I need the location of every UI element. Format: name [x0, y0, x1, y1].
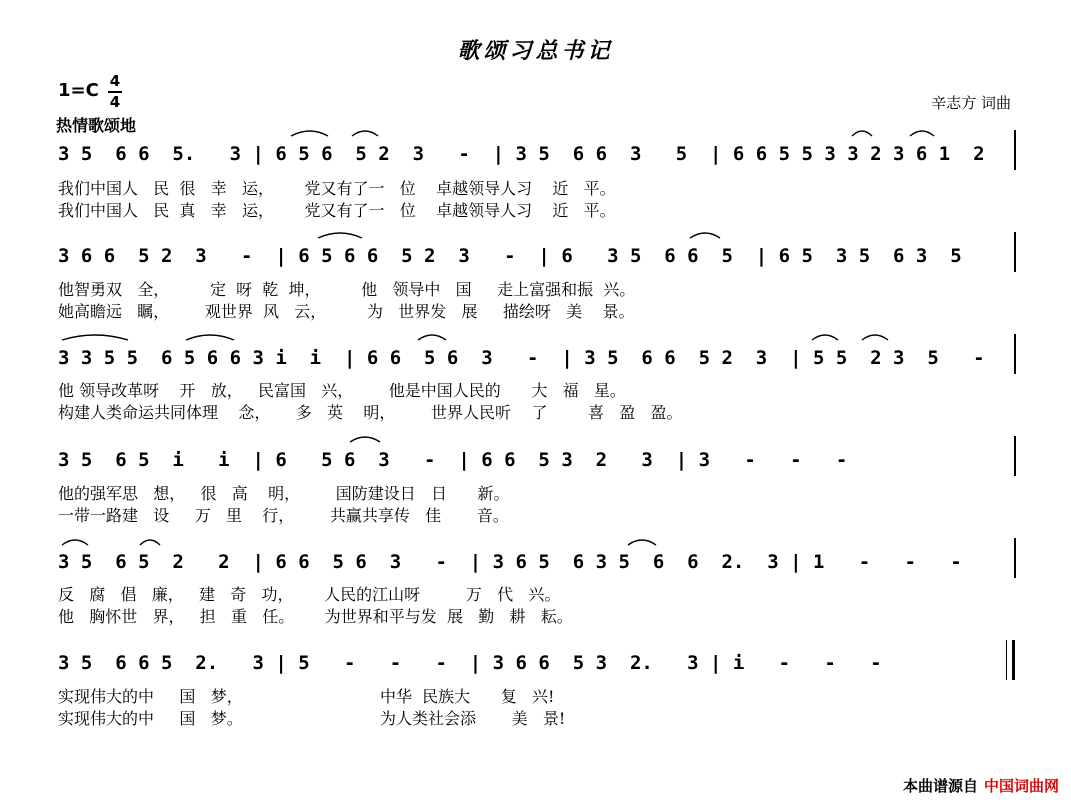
system-5-lyrics-verse2: 他 胸怀世 界， 担 重 任。 为世界和平与发 展 勤 耕 耘。 — [58, 607, 573, 626]
tempo-marking: 热情歌颂地 — [56, 116, 137, 135]
system-4-notes: 3 5 6 5 i i | 6 5 6 3 - | 6 6 5 3 2 3 | 3 - - - — [58, 449, 848, 471]
system-6-lyrics-verse1: 实现伟大的中 国 梦， 中华 民族大 复 兴! — [58, 687, 555, 706]
key-signature: 1=C — [58, 80, 99, 101]
slur-mark — [852, 131, 872, 136]
slur-mark — [186, 335, 234, 340]
system-6-notes: 3 5 6 6 5 2. 3 | 5 - - - | 3 6 6 5 3 2. 3 | i - - - — [58, 652, 882, 674]
page-title: 歌颂习总书记 — [457, 38, 614, 64]
footer-label: 本曲谱源自 — [902, 777, 978, 795]
system-2-lyrics-verse1: 他智勇双 全， 定 呀 乾 坤， 他 领导中 国 走上富强和振 兴。 — [58, 280, 636, 299]
time-signature-bottom: 4 — [109, 93, 121, 111]
time-signature-top: 4 — [109, 72, 121, 90]
slur-mark — [62, 540, 88, 545]
system-5-notes: 3 5 6 5 2 2 | 6 6 5 6 3 - | 3 6 5 6 3 5 6 6 2. 3 | 1 - - - — [58, 551, 962, 573]
slur-mark — [352, 131, 378, 136]
system-1-notes: 3 5 6 6 5. 3 | 6 5 6 5 2 3 - | 3 5 6 6 3 5 | 6 6 5 5 3 3 2 3 6 1 2 — [58, 143, 985, 165]
slur-mark — [910, 131, 934, 136]
system-3-lyrics-verse2: 构建人类命运共同体理 念， 多 英 明， 世界人民听 了 喜 盈 盈。 — [58, 403, 683, 422]
system-4-lyrics-verse2: 一带一路建 设 万 里 行， 共赢共享传 佳 音。 — [58, 506, 509, 525]
slur-mark — [62, 335, 128, 340]
slur-mark — [318, 233, 362, 238]
system-3-notes: 3 3 5 5 6 5 6 6 3 i i | 6 6 5 6 3 - | 3 5 6 6 5 2 3 | 5 5 2 3 5 - — [58, 347, 985, 369]
slur-mark — [628, 540, 656, 545]
slur-mark — [690, 233, 720, 238]
slur-mark — [350, 437, 380, 442]
system-6-lyrics-verse2: 实现伟大的中 国 梦。 为人类社会添 美 景! — [58, 709, 566, 728]
source-footer — [903, 775, 1059, 796]
composer-credit: 辛志方 词曲 — [931, 94, 1011, 112]
system-2-notes: 3 6 6 5 2 3 - | 6 5 6 6 5 2 3 - | 6 3 5 6 6 5 | 6 5 3 5 6 3 5 — [58, 245, 962, 267]
system-4-lyrics-verse1: 他的强军思 想， 很 高 明， 国防建设日 日 新。 — [58, 484, 510, 503]
slur-mark — [291, 131, 328, 136]
slur-mark — [862, 335, 888, 340]
system-2-lyrics-verse2: 她高瞻远 瞩， 观世界 风 云， 为 世界发 展 描绘呀 美 景。 — [58, 302, 635, 321]
system-3-lyrics-verse1: 他 领导改革呀 开 放， 民富国 兴， 他是中国人民的 大 福 星。 — [58, 381, 626, 400]
slur-mark — [812, 335, 838, 340]
system-1-lyrics-verse1: 我们中国人 民 很 幸 运， 党又有了一 位 卓越领导人习 近 平。 — [58, 179, 616, 198]
system-1-lyrics-verse2: 我们中国人 民 真 幸 运， 党又有了一 位 卓越领导人习 近 平。 — [58, 201, 616, 220]
footer-site-link[interactable]: 中国词曲网 — [983, 777, 1059, 795]
slur-mark — [140, 540, 160, 545]
system-5-lyrics-verse1: 反 腐 倡 廉， 建 奇 功， 人民的江山呀 万 代 兴。 — [58, 585, 561, 604]
slur-mark — [418, 335, 446, 340]
